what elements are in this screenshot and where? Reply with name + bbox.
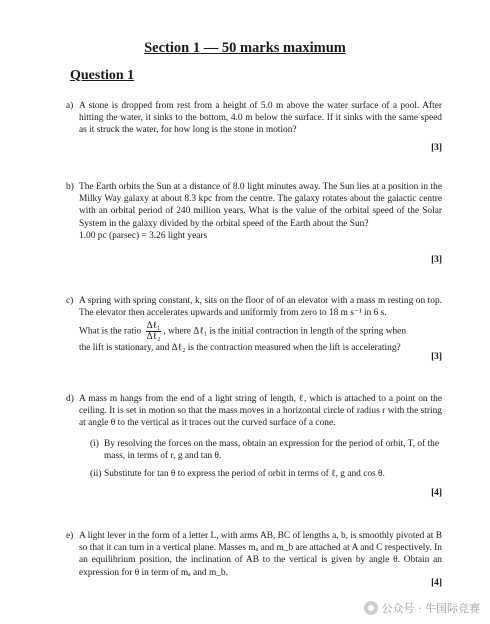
part-c-text-3: the lift is stationary, and Δℓ₂ is the contraction measured when the lift is accelerating? [79,343,401,354]
part-c-label: c) [66,296,74,306]
part-a-marks: [3] [431,143,442,153]
fraction-denominator: Δℓ₂ [146,332,161,343]
ratio-fraction [146,321,162,342]
subitem-i-text: By resolving the forces on the mass, obtain an expression for the period of orbit, T, of the mass, in terms of r, g and tan θ. [104,438,439,461]
part-d-text: A mass m hangs from the end of a light string of length, ℓ, which is attached to a point on the ceiling. It is set in motion so that the mass moves in a horizontal circle of radius r with the string at angle θ to the vertical as it traces out the curved surface of a cone. [79,394,442,429]
part-a-text: A stone is dropped from rest from a height of 5.0 m above the water surface of a pool. After hitting the water, it sinks to the bottom, 4.0 m below the surface. If it sinks with the same speed as it struck the water, for how long is the stone in motion? [79,101,442,136]
part-c-marks: [3] [431,352,442,362]
part-a-label: a) [66,101,74,111]
part-b [66,181,442,242]
part-d-subitem-i [90,438,442,462]
part-e-marks: [4] [431,578,442,588]
part-d-subitem-ii [90,468,442,480]
part-e [66,530,442,579]
part-d-label: d) [66,394,74,404]
subitem-i-label: (i) [90,438,99,449]
part-e-label: e) [66,531,74,541]
subitem-ii-text: Substitute for tan θ to express the period of orbit in terms of ℓ, g and cos θ. [104,469,385,480]
part-c-ratio-prefix: What is the ratio [79,327,142,338]
watermark [364,600,481,616]
part-c-text-2 [79,321,442,342]
part-e-text: A light lever in the form of a letter L, with arms AB, BC of lengths a, b, is smoothly pivoted at B so that it can turn in a vertical plane. Masses mₐ and m_b are attached at A and C respectively. In an equilibrium position, the inclination of AB to the vertical is given by angle θ. Obtain an expression for θ in term of mₐ and m_b. [79,531,442,578]
wechat-icon [364,601,378,615]
part-c-text-1: A spring with spring constant, k, sits on the floor of of an elevator with a mass m resting on top. The elevator then accelerates upwards and uniformly from zero to 18 m s⁻¹ in 6 s. [79,296,442,319]
part-a [66,100,442,137]
part-b-marks: [3] [431,255,442,265]
part-d [66,393,442,480]
section-title: Section 1 — 50 marks maximum [144,40,346,56]
watermark-text: 公众号 · 牛国际竞赛 [381,602,480,615]
part-d-marks: [4] [431,488,442,498]
question-title: Question 1 [70,68,135,83]
fraction-numerator: Δℓ₁ [146,321,161,332]
part-b-label: b) [66,182,74,192]
subitem-ii-label: (ii) [90,469,102,480]
part-b-text: The Earth orbits the Sun at a distance of 8.0 light minutes away. The Sun lies at a position in the Milky Way galaxy at about 8.3 kpc from the centre. The galaxy rotates about the galactic centre with an orbital period of 240 million years. What is the value of the orbital speed of the Solar System in the galaxy divided by the orbital speed of the Earth about the Sun? [79,182,442,229]
part-c [66,295,442,355]
part-c-ratio-suffix: , where Δℓ₁ is the initial contraction in length of the spring when [163,327,407,338]
part-b-note: 1.00 pc (parsec) = 3.26 light years [79,230,208,241]
